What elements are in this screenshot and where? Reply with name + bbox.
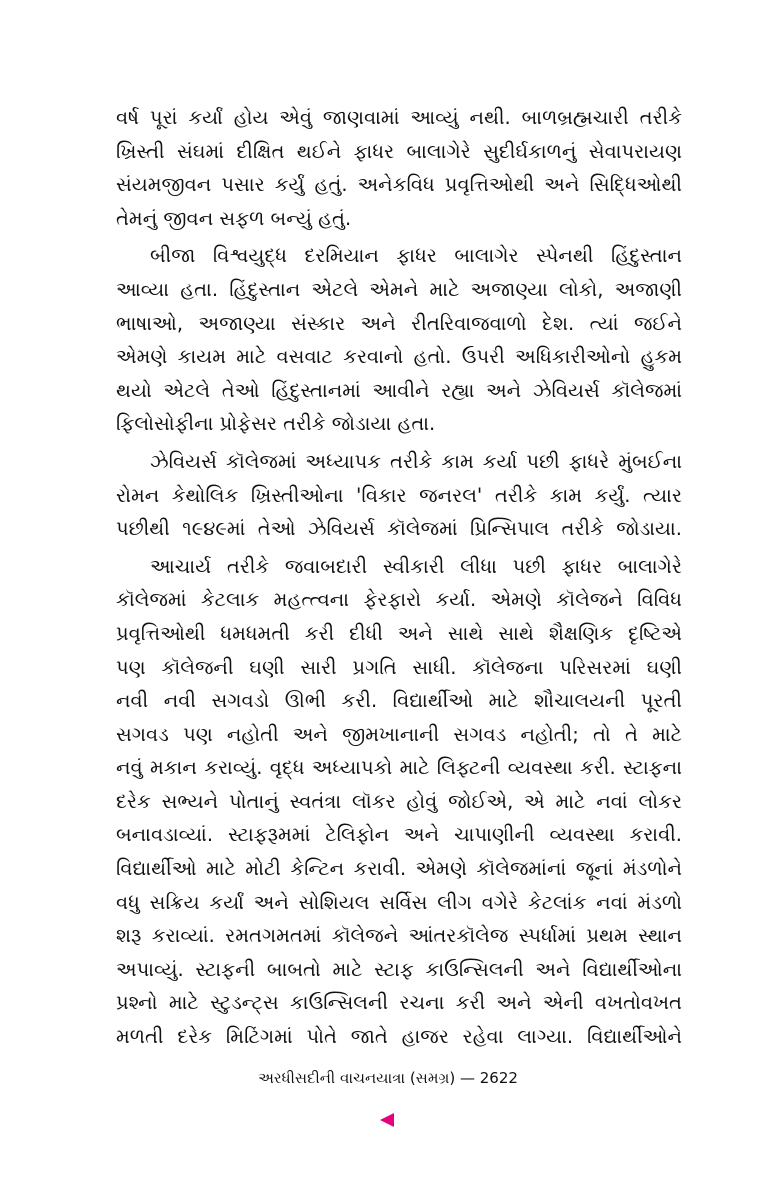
text-line: શરૂ કરાવ્યાં. રમતગમતમાં કૉલેજને આંતરકૉલેજ સ્પર્ધામાં પ્રથમ સ્થાન xyxy=(116,924,682,948)
paragraph-4 xyxy=(116,550,682,1054)
text-line: વધુ સક્રિય કર્યાં અને સોશિયલ સર્વિસ લીગ વગેરે કેટલાંક નવાં મંડળો xyxy=(116,890,682,914)
text-line: રોમન કેથોલિક ખ્રિસ્તીઓના 'વિકાર જનરલ' તરીકે કામ કર્યું. ત્યાર xyxy=(116,483,682,507)
text-line: થયો એટલે તેઓ હિંદુસ્તાનમાં આવીને રહ્યા અને ઝેવિયર્સ કૉલેજમાં xyxy=(116,378,682,402)
text-line: એમણે કાયમ માટે વસવાટ કરવાનો હતો. ઉપરી અધિકારીઓનો હુકમ xyxy=(116,345,682,369)
text-line: અપાવ્યું. સ્ટાફની બાબતો માટે સ્ટાફ કાઉન્સિલની અને વિદ્યાર્થીઓના xyxy=(116,957,682,981)
text-line: દરેક સભ્યને પોતાનું સ્વતંત્રા લૉકર હોવું જોઈએ, એ માટે નવાં લોકર xyxy=(116,789,682,813)
text-line: ભાષાઓ, અજાણ્યા સંસ્કાર અને રીતરિવાજવાળો દેશ. ત્યાં જઈને xyxy=(116,311,682,335)
paragraph-2 xyxy=(116,239,682,441)
text-line: પ્રશ્નો માટે સ્ટુડન્ટ્સ કાઉન્સિલની રચના કરી અને એની વખતોવખત xyxy=(116,991,682,1015)
text-line: આચાર્ય તરીકે જવાબદારી સ્વીકારી લીધા પછી ફાધર બાલાગેરે xyxy=(150,554,682,578)
paragraph-3 xyxy=(116,445,682,546)
text-line: પછીથી ૧૯૪૯માં તેઓ ઝેવિયર્સ કૉલેજમાં પ્રિન્સિપાલ તરીકે જોડાયા. xyxy=(116,517,682,541)
text-line: સંયમજીવન પસાર કર્યું હતું. અનેકવિધ પ્રવૃત્તિઓથી અને સિદ્ધિઓથી xyxy=(116,173,682,197)
text-line: ખ્રિસ્તી સંઘમાં દીક્ષિત થઈને ફાધર બાલાગેરે સુદીર્ઘકાળનું સેવાપરાયણ xyxy=(116,139,682,163)
text-line: બનાવડાવ્યાં. સ્ટાફરૂમમાં ટેલિફોન અને ચાપાણીની વ્યવસ્થા કરાવી. xyxy=(116,823,682,847)
text-line: બીજા વિશ્વયુદ્ધ દરમિયાન ફાધર બાલાગેર સ્પેનથી હિંદુસ્તાન xyxy=(150,244,682,268)
text-line: વિદ્યાર્થીઓ માટે મોટી કેન્ટિન કરાવી. એમણે કૉલેજમાંનાં જૂનાં મંડળોને xyxy=(116,857,682,881)
text-line: નવી નવી સગવડો ઊભી કરી. વિદ્યાર્થીઓ માટે શૌચાલયની પૂરતી xyxy=(116,689,682,713)
text-line: ઝેવિયર્સ કૉલેજમાં અધ્યાપક તરીકે કામ કર્યા પછી ફાધરે મુંબઈના xyxy=(150,449,682,473)
text-line: ફિલોસોફીના પ્રોફેસર તરીકે જોડાયા હતા. xyxy=(116,412,436,436)
triangle-left-icon[interactable] xyxy=(380,1113,394,1127)
text-line: પ્રવૃત્તિઓથી ધમધમતી કરી દીધી અને સાથે સાથે શૈક્ષણિક દૃષ્ટિએ xyxy=(116,621,682,645)
paragraph-1 xyxy=(116,101,682,235)
page-body xyxy=(116,101,682,1054)
text-line: મળતી દરેક મિટિંગમાં પોતે જાતે હાજર રહેવા લાગ્યા. વિદ્યાર્થીઓને xyxy=(116,1025,682,1049)
page-footer: અરધીસદીની વાચનયાત્રા (સમગ્ર) — 2622 xyxy=(258,1069,518,1087)
text-line: કૉલેજમાં કેટલાક મહત્ત્વના ફેરફારો કર્યા. એમણે કૉલેજને વિવિધ xyxy=(116,588,682,612)
text-line: પણ કૉલેજની ઘણી સારી પ્રગતિ સાધી. કૉલેજના પરિસરમાં ઘણી xyxy=(116,655,682,679)
text-line: આવ્યા હતા. હિંદુસ્તાન એટલે એમને માટે અજાણ્યા લોકો, અજાણી xyxy=(116,277,682,301)
text-line: વર્ષ પૂરાં કર્યાં હોય એવું જાણવામાં આવ્યું નથી. બાળબ્રહ્મચારી તરીકે xyxy=(116,106,682,129)
text-line: તેમનું જીવન સફળ બન્યું હતું. xyxy=(116,206,352,230)
text-line: સગવડ પણ નહોતી અને જીમખાનાની સગવડ નહોતી; તો તે માટે xyxy=(116,722,682,746)
text-line: નવું મકાન કરાવ્યું. વૃદ્ધ અધ્યાપકો માટે લિફ્ટની વ્યવસ્થા કરી. સ્ટાફના xyxy=(116,756,682,780)
